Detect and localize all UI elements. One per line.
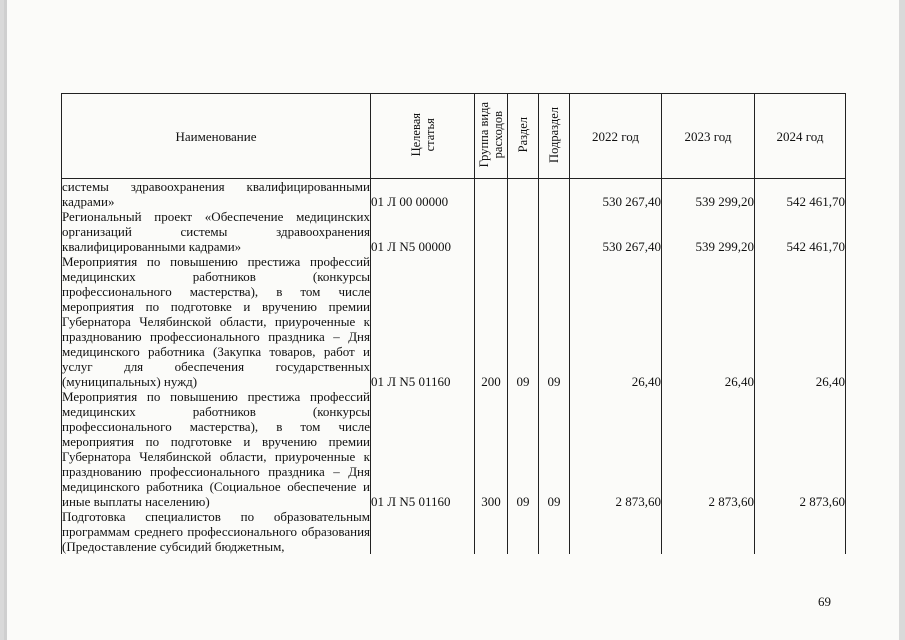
header-year-2022: 2022 год (570, 94, 662, 179)
header-expense-group: Группа вида расходов (475, 94, 508, 179)
budget-table (61, 93, 846, 554)
row-amount-2023: 539 299,20 (662, 209, 755, 254)
row-expense-group: 300 (475, 389, 508, 509)
table-row (62, 389, 846, 509)
row-amount-2022: 2 873,60 (570, 389, 662, 509)
header-section: Раздел (508, 94, 539, 179)
row-expense-group (475, 209, 508, 254)
row-section (508, 509, 539, 554)
table-row (62, 179, 846, 210)
row-subsection: 09 (539, 254, 570, 389)
table-row (62, 209, 846, 254)
row-amount-2024 (755, 509, 846, 554)
row-name: Мероприятия по повышению престижа профессий медицинских работников (конкурсы профессионального мастерства), в том числе мероприятия по подготовке и вручению премии Губернатора Челябинской области, приуроченные к празднованию профессионального праздника – Дня медицинского работника (Закупка товаров, работ и услуг для обеспечения государственных (муниципальных) нужд) (62, 254, 370, 389)
header-target-article: Целевая статья (371, 94, 475, 179)
row-subsection (539, 179, 570, 210)
row-name: Мероприятия по повышению престижа профессий медицинских работников (конкурсы профессионального мастерства), в том числе мероприятия по подготовке и вручению премии Губернатора Челябинской области, приуроченные к празднованию профессионального праздника – Дня медицинского работника (Социальное обеспечение и иные выплаты населению) (62, 389, 370, 509)
document-page (4, 0, 899, 640)
row-amount-2024: 26,40 (755, 254, 846, 389)
row-amount-2022: 530 267,40 (570, 209, 662, 254)
table-row (62, 254, 846, 389)
row-section (508, 209, 539, 254)
row-name: Подготовка специалистов по образовательным программам среднего профессионального образования (Предоставление субсидий бюджетным, (62, 509, 370, 554)
table-row (62, 509, 846, 554)
row-section: 09 (508, 254, 539, 389)
header-year-2024: 2024 год (755, 94, 846, 179)
row-amount-2024: 542 461,70 (755, 179, 846, 210)
row-section (508, 179, 539, 210)
row-amount-2023 (662, 509, 755, 554)
row-subsection (539, 209, 570, 254)
row-target-article: 01 Л N5 01160 (371, 254, 475, 389)
row-target-article (371, 509, 475, 554)
row-target-article: 01 Л N5 01160 (371, 389, 475, 509)
row-expense-group (475, 509, 508, 554)
row-amount-2023: 26,40 (662, 254, 755, 389)
row-target-article: 01 Л N5 00000 (371, 209, 475, 254)
page-number: 69 (818, 594, 831, 609)
row-expense-group: 200 (475, 254, 508, 389)
page-edge (4, 0, 7, 640)
header-year-2023: 2023 год (662, 94, 755, 179)
row-amount-2023: 539 299,20 (662, 179, 755, 210)
row-section: 09 (508, 389, 539, 509)
row-amount-2024: 542 461,70 (755, 209, 846, 254)
row-subsection (539, 509, 570, 554)
table-header-row (62, 94, 846, 179)
row-amount-2022: 26,40 (570, 254, 662, 389)
row-name: Региональный проект «Обеспечение медицинских организаций системы здравоохранения квалифицированными кадрами» (62, 209, 370, 254)
row-name: системы здравоохранения квалифицированными кадрами» (62, 179, 370, 209)
row-amount-2024: 2 873,60 (755, 389, 846, 509)
row-subsection: 09 (539, 389, 570, 509)
row-amount-2022 (570, 509, 662, 554)
row-amount-2023: 2 873,60 (662, 389, 755, 509)
row-target-article: 01 Л 00 00000 (371, 179, 475, 210)
header-name: Наименование (62, 94, 371, 179)
row-amount-2022: 530 267,40 (570, 179, 662, 210)
row-expense-group (475, 179, 508, 210)
header-subsection: Подраздел (539, 94, 570, 179)
